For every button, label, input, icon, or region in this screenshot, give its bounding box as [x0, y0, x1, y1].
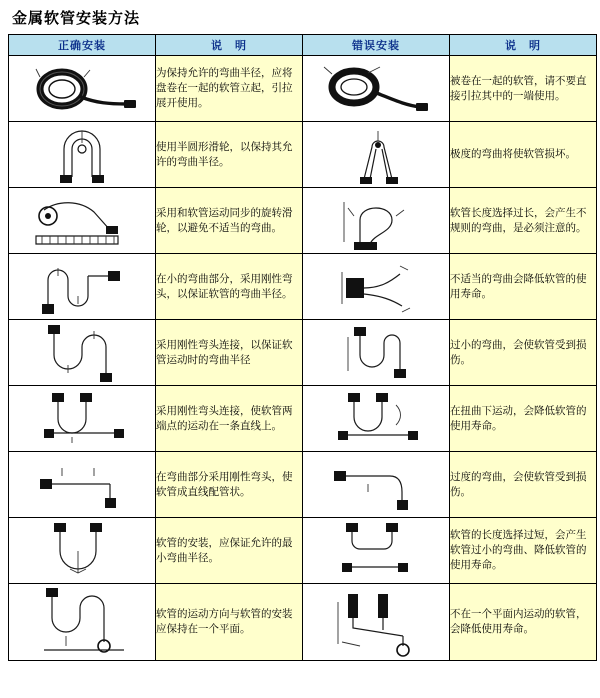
table-row	[9, 518, 597, 584]
desc-wrong: 在扭曲下运动，会降低软管的使用寿命。	[450, 386, 597, 452]
desc-correct: 软管的运动方向与软管的安装应保持在一个平面。	[156, 584, 303, 661]
figure-excessive-bend-at-elbow-icon	[303, 452, 450, 518]
figure-too-small-bend-radius-u-loop-icon	[303, 320, 450, 386]
header-wrong-desc: 说 明	[450, 35, 597, 56]
desc-wrong: 过度的弯曲，会使软管受到损伤。	[450, 452, 597, 518]
figure-hose-installed-with-min-bend-radius-icon	[9, 518, 156, 584]
installation-methods-table	[8, 34, 597, 661]
desc-wrong: 软管的长度选择过短，会产生软管过小的弯曲、降低软管的使用寿命。	[450, 518, 597, 584]
table-row	[9, 254, 597, 320]
figure-rigid-elbow-at-small-bend-icon	[9, 254, 156, 320]
figure-hose-twisting-under-motion-icon	[303, 386, 450, 452]
figure-hose-over-semicircular-pulley-icon	[9, 122, 156, 188]
desc-wrong: 不适当的弯曲会降低软管的使用寿命。	[450, 254, 597, 320]
figure-rigid-elbow-both-ends-straight-line-icon	[9, 386, 156, 452]
table-row	[9, 56, 597, 122]
figure-coiled-hose-standing-upright-icon	[9, 56, 156, 122]
figure-hose-motion-out-of-plane-icon	[303, 584, 450, 661]
figure-rigid-elbow-straight-pipe-layout-icon	[9, 452, 156, 518]
figure-hose-motion-in-same-plane-icon	[9, 584, 156, 661]
desc-wrong: 软管长度选择过长，会产生不规则的弯曲，是必须注意的。	[450, 188, 597, 254]
desc-correct: 为保持允许的弯曲半径，应将盘卷在一起的软管立起，引拉展开使用。	[156, 56, 303, 122]
desc-wrong: 不在一个平面内运动的软管，会降低使用寿命。	[450, 584, 597, 661]
desc-wrong: 被卷在一起的软管，请不要直接引拉其中的一端使用。	[450, 56, 597, 122]
table-row	[9, 386, 597, 452]
table-row	[9, 584, 597, 661]
figure-hose-too-long-causing-small-bend-icon	[303, 518, 450, 584]
figure-hose-with-synchronized-rotating-pulley-icon	[9, 188, 156, 254]
table-header-row	[9, 35, 597, 56]
desc-correct: 采用刚性弯头连接，使软管两端点的运动在一条直线上。	[156, 386, 303, 452]
table-body	[9, 56, 597, 661]
table-header	[9, 35, 597, 56]
header-correct-desc: 说 明	[156, 35, 303, 56]
header-wrong-install: 错误安装	[303, 35, 450, 56]
desc-correct: 采用和软管运动同步的旋转滑轮，以避免不适当的弯曲。	[156, 188, 303, 254]
table-row	[9, 122, 597, 188]
table-row	[9, 452, 597, 518]
table-row	[9, 188, 597, 254]
desc-correct: 在小的弯曲部分，采用刚性弯头，以保证软管的弯曲半径。	[156, 254, 303, 320]
desc-wrong: 极度的弯曲将使软管损坏。	[450, 122, 597, 188]
desc-correct: 软管的安装，应保证允许的最小弯曲半径。	[156, 518, 303, 584]
figure-hose-bent-sharply-over-pin-icon	[303, 122, 450, 188]
desc-correct: 使用半圆形滑轮，以保持其允许的弯曲半径。	[156, 122, 303, 188]
table-row	[9, 320, 597, 386]
page-title: 金属软管安装方法	[12, 9, 141, 27]
figure-coiled-hose-pulled-from-one-end-icon	[303, 56, 450, 122]
figure-improper-bend-near-fitting-icon	[303, 254, 450, 320]
header-correct-install: 正确安装	[9, 35, 156, 56]
figure-rigid-elbow-connection-u-loop-icon	[9, 320, 156, 386]
figure-hose-too-long-irregular-bend-icon	[303, 188, 450, 254]
desc-correct: 采用刚性弯头连接，以保证软管运动时的弯曲半径	[156, 320, 303, 386]
desc-correct: 在弯曲部分采用刚性弯头，使软管成直线配管状。	[156, 452, 303, 518]
desc-wrong: 过小的弯曲，会使软管受到损伤。	[450, 320, 597, 386]
